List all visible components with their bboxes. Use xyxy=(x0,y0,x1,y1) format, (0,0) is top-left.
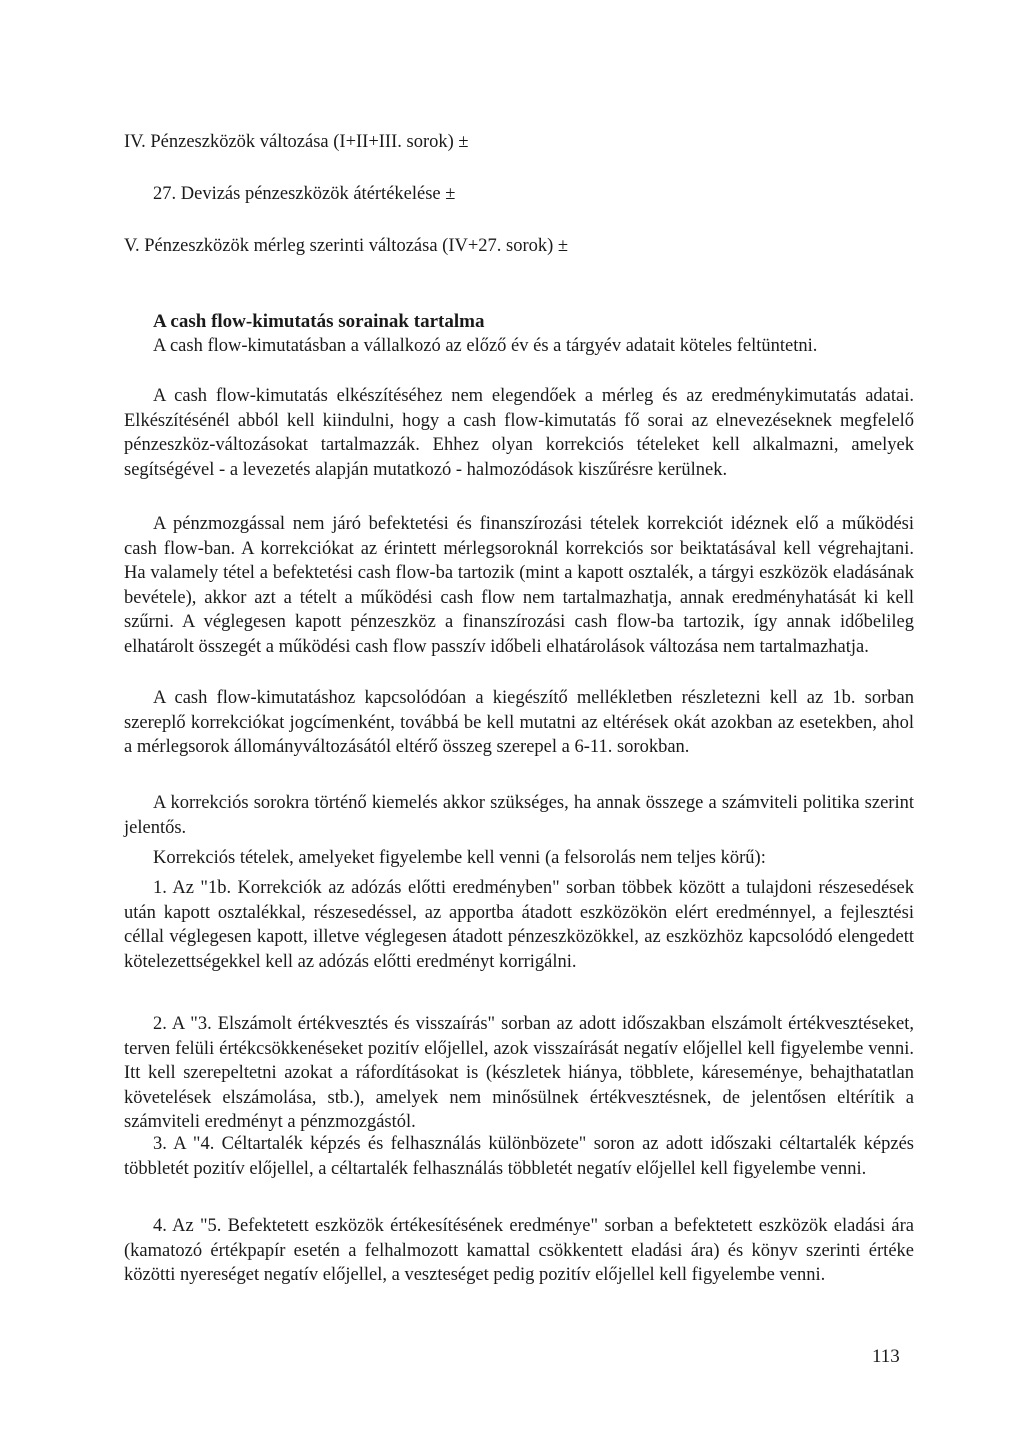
list-item-3: 3. A "4. Céltartalék képzés és felhasználás különbözete" soron az adott időszaki céltartalék képzés többletét pozitív előjellel, a céltartalék felhasználás többletét negatív előjellel kell figyelembe venni. xyxy=(124,1134,914,1179)
paragraph-1: A cash flow-kimutatásban a vállalkozó az előző év és a tárgyév adatait köteles feltüntetni. xyxy=(153,336,818,356)
paragraph-6: Korrekciós tételek, amelyeket figyelembe kell venni (a felsorolás nem teljes körű): xyxy=(153,848,766,868)
list-item-4: 4. Az "5. Befektetett eszközök értékesítésének eredménye" sorban a befektetett eszközök eladási ára (kamatozó értékpapír esetén a felhalmozott kamattal csökkentett eladási ára) és könyv szerinti értéke közötti nyereséget negatív előjellel, a veszteséget pedig pozitív előjellel kell figyelembe venni. xyxy=(124,1216,914,1285)
list-item-2: 2. A "3. Elszámolt értékvesztés és visszaírás" sorban az adott időszakban elszámolt értékvesztéseket, terven felüli értékcsökkenéseket pozitív előjellel, azok visszaírását negatív előjellel kell figyelembe venni. Itt kell szerepeltetni azokat a ráfordításokat is (készletek hiánya, többlete, káreseménye, behajthatatlan követelések elszámolása, stb.), amelyek nem minősülnek értékvesztésnek, de jelentősen eltérítik a számviteli eredményt a pénzmozgástól. xyxy=(124,1014,914,1132)
paragraph-5: A korrekciós sorokra történő kiemelés akkor szükséges, ha annak összege a számviteli politika szerint jelentős. xyxy=(124,793,914,838)
list-item-1: 1. Az "1b. Korrekciók az adózás előtti eredményben" sorban többek között a tulajdoni részesedések után kapott osztalékkal, részesedéssel, az apportba átadott eszközökön elért eredménnyel, a fejlesztési céllal véglegesen kapott, illetve véglegesen átadott pénzeszközökkel, az eszközhöz kapcsolódó elengedett kötelezettségekkel kell az adózás előtti eredményt korrigálni. xyxy=(124,878,914,972)
paragraph-3: A pénzmozgással nem járó befektetési és finanszírozási tételek korrekciót idéznek elő a működési cash flow-ban. A korrekciókat az érintett mérlegsoroknál korrekciós sor beiktatásával kell végrehajtani. Ha valamely tétel a befektetési cash flow-ba tartozik (mint a kapott osztalék, a tárgyi eszközök eladásának bevétele), akkor azt a tételt a működési cash flow nem tartalmazhatja, annak eredményhatását ki kell szűrni. A véglegesen kapott pénzeszköz a finanszírozási cash flow-ba tartozik, így annak időbelileg elhatárolt összegét a működési cash flow passzív időbeli elhatárolások változása nem tartalmazhatja. xyxy=(124,514,914,657)
paragraph-2: A cash flow-kimutatás elkészítéséhez nem elegendőek a mérleg és az eredménykimutatás adatai. Elkészítésénél abból kell kiindulni, hogy a cash flow-kimutatás fő sorai az elnevezéseknek megfelelő pénzeszköz-változásokat tartalmazzák. Ehhez olyan korrekciós tételeket kell alkalmazni, amelyek segítségével - a levezetés alapján mutatkozó - halmozódások kiszűrésre kerülnek. xyxy=(124,386,914,480)
summary-line-27: 27. Devizás pénzeszközök átértékelése ± xyxy=(153,184,456,204)
paragraph-4: A cash flow-kimutatáshoz kapcsolódóan a kiegészítő mellékletben részletezni kell az 1b. sorban szereplő korrekciókat jogcímenként, továbbá be kell mutatni az eltérések okát azokban az esetekben, ahol a mérlegsorok állományváltozásától eltérő összeg szerepel a 6-11. sorokban. xyxy=(124,688,914,757)
summary-line-iv: IV. Pénzeszközök változása (I+II+III. sorok) ± xyxy=(124,132,469,152)
summary-line-v: V. Pénzeszközök mérleg szerinti változása (IV+27. sorok) ± xyxy=(124,236,569,256)
section-title: A cash flow-kimutatás sorainak tartalma xyxy=(153,311,485,332)
page-number: 113 xyxy=(872,1346,900,1367)
